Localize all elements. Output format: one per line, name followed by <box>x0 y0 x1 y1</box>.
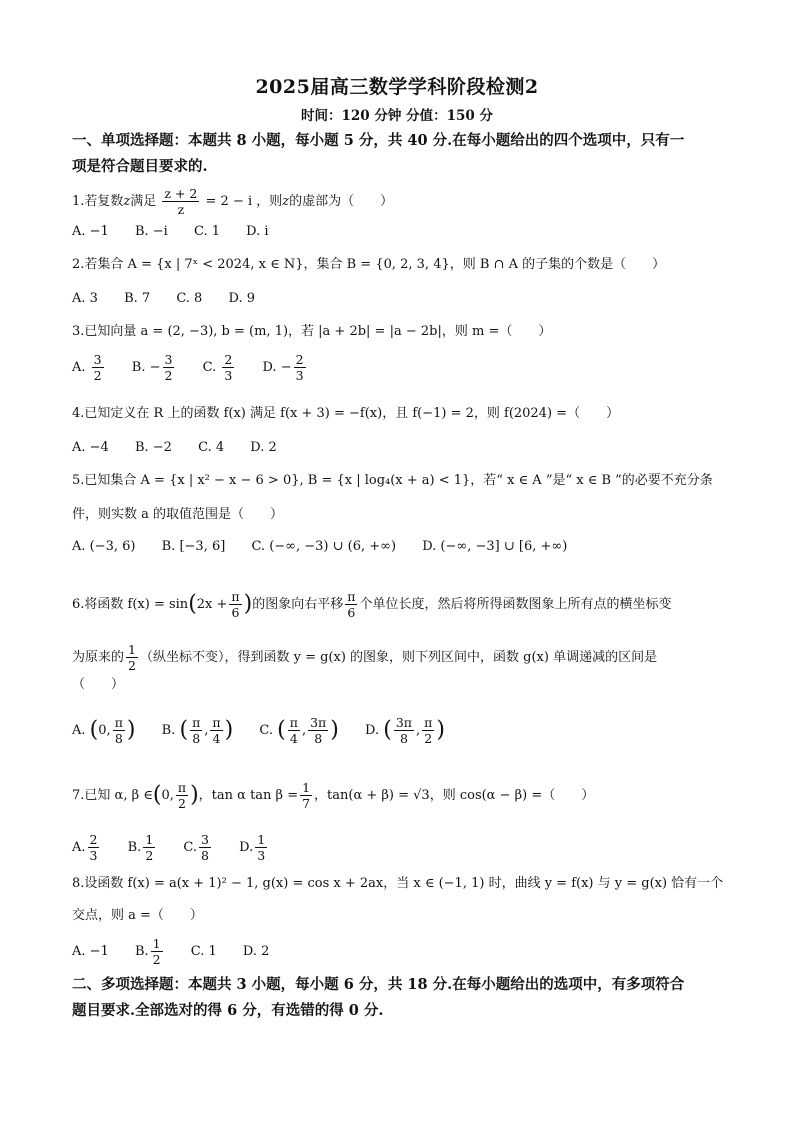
q7-c-num: 3 <box>201 832 209 847</box>
q6-b-left <box>190 715 202 746</box>
q3-d-label: D. <box>262 360 277 375</box>
q6-inner: 2x + <box>196 597 228 612</box>
q5-option-a[interactable]: A. (−3, 6) <box>72 539 136 554</box>
question-6-line-2 <box>72 642 732 673</box>
q6-option-d[interactable]: D. ( $\frac{3\pi}{8}$ , $\frac{\pi}{2}$ ) <box>365 715 445 746</box>
q6-a-right <box>113 715 125 746</box>
q6-c-bn: 3π <box>310 715 327 730</box>
q7-option-d[interactable] <box>239 832 269 863</box>
q6-option-b[interactable]: B. ( $\frac{\pi}{8}$ , $\frac{\pi}{4}$ ) <box>161 715 234 746</box>
q6-d-an: 3π <box>395 715 412 730</box>
q6-mid: 的图象向右平移 <box>252 597 344 612</box>
q2-option-c[interactable]: C. 8 <box>176 291 203 306</box>
q4-option-b[interactable]: B. −2 <box>134 440 172 455</box>
q7-open: ( <box>152 782 162 808</box>
q3-a-num: 3 <box>93 352 102 367</box>
q3-b-sign: − <box>149 360 161 375</box>
q7-d-den: 3 <box>257 848 266 863</box>
q7-frac-17 <box>300 780 312 811</box>
q3-d-num: 2 <box>295 352 304 367</box>
question-4-options <box>72 438 299 458</box>
question-6-options <box>72 715 467 746</box>
q6-a-close: ) <box>126 717 136 743</box>
question-8-options <box>72 936 291 967</box>
q7-b-frac <box>143 832 155 863</box>
question-4: 4.已知定义在 R 上的函数 f(x) 满足 f(x + 3) = −f(x)，且 f(−1) = 2，则 f(2024) =（ ） <box>72 406 620 421</box>
q6-shift-num: π <box>347 589 356 604</box>
q6-d-bd: 2 <box>424 731 433 746</box>
q7-a-frac <box>88 832 100 863</box>
q3-d-frac <box>294 352 306 383</box>
q7-pi2-den: 2 <box>177 796 186 811</box>
question-1-options <box>72 222 291 242</box>
q6-a-open: ( <box>89 717 99 743</box>
question-5-line-1: 5.已知集合 A = {x | x² − x − 6 > 0}, B = {x | log₄(x + a) < 1}，若“ x ∈ A ”是“ x ∈ B ”的必要不充分条 <box>72 473 713 488</box>
section-1-line-1: 一、单项选择题：本题共 8 小题，每小题 5 分，共 40 分.在每小题给出的四个选项中，只有一 <box>72 132 685 149</box>
question-7 <box>72 780 732 811</box>
question-8-line-1: 8.设函数 f(x) = a(x + 1)² − 1, g(x) = cos x + 2ax，当 x ∈ (−1, 1) 时，曲线 y = f(x) 与 y = g(x) 恰有一个 <box>72 876 724 891</box>
q1-option-c[interactable]: C. 1 <box>193 224 221 239</box>
question-8-line-2: 交点，则 a =（ ） <box>72 908 203 923</box>
q1-var: z <box>123 194 131 209</box>
q8-b-num: 1 <box>152 936 161 951</box>
q6-option-c[interactable]: C. ( $\frac{\pi}{4}$ , $\frac{3\pi}{8}$ ) <box>259 715 339 746</box>
q3-b-den: 2 <box>164 368 173 383</box>
q6-d-label: D. <box>365 723 380 738</box>
q3-c-num: 2 <box>224 352 233 367</box>
q6-a-label: A. <box>72 723 86 738</box>
q3-d-den: 3 <box>295 368 304 383</box>
q3-option-b[interactable] <box>131 352 177 383</box>
q3-c-den: 3 <box>224 368 233 383</box>
q6-pi6-den: 6 <box>231 605 240 620</box>
q4-option-a[interactable]: A. −4 <box>72 440 109 455</box>
q6-a-left: 0 <box>98 723 107 738</box>
q6-b-bn: π <box>212 715 221 730</box>
q7-a-num: 2 <box>89 832 98 847</box>
q7-c-label: C. <box>183 840 198 855</box>
q3-a-den: 2 <box>93 368 102 383</box>
exam-meta: 时间：120 分钟 分值：150 分 <box>301 108 493 124</box>
q6-paren-close: ) <box>243 591 253 617</box>
q1-fraction <box>162 186 199 217</box>
q6-c-an: π <box>289 715 298 730</box>
q7-pre: 7.已知 α, β ∈ <box>72 788 153 803</box>
q7-b-label: B. <box>127 840 142 855</box>
q6-b-right <box>210 715 222 746</box>
q7-close: ) <box>190 782 199 808</box>
q6-b-close: ) <box>224 717 234 743</box>
section-2-line-2: 题目要求.全部选对的得 6 分，有选错的得 0 分. <box>72 1002 384 1019</box>
q6-post: 个单位长度，然后将所得函数图象上所有点的横坐标变 <box>359 597 672 612</box>
q4-option-c[interactable]: C. 4 <box>198 440 225 455</box>
q6-d-bn: π <box>424 715 433 730</box>
question-5-line-2: 件，则实数 a 的取值范围是（ ） <box>72 507 284 522</box>
q3-a-label: A. <box>72 360 86 375</box>
q3-b-frac <box>163 352 175 383</box>
section-1-line-2: 项是符合题目要求的. <box>72 158 208 175</box>
q7-b-num: 1 <box>145 832 154 847</box>
q7-c-frac <box>199 832 211 863</box>
q6-b-ad: 8 <box>192 731 201 746</box>
q6-frac-half <box>126 642 138 673</box>
q7-option-c[interactable] <box>183 832 213 863</box>
q1-var-2: z <box>282 194 290 209</box>
q1-frac-den: z <box>177 202 185 217</box>
q3-option-c[interactable] <box>202 352 237 383</box>
q6-d-right <box>422 715 434 746</box>
q8-b-label: B. <box>134 944 149 959</box>
q7-a-label: A. <box>72 840 86 855</box>
q5-option-c[interactable]: C. (−∞, −3) ∪ (6, +∞) <box>251 539 397 554</box>
page-title: 2025届高三数学学科阶段检测2 <box>255 76 539 98</box>
q7-c-den: 8 <box>201 848 209 863</box>
q6-a-bn: π <box>114 715 123 730</box>
q6-c-open: ( <box>277 717 286 743</box>
q7-zero: 0, <box>161 788 174 803</box>
q6-pre: 6.将函数 f(x) = sin <box>72 597 189 612</box>
q7-b-den: 2 <box>145 848 154 863</box>
q5-option-d[interactable]: D. (−∞, −3] ∪ [6, +∞) <box>422 539 568 554</box>
q3-a-frac <box>92 352 104 383</box>
q6-a-bd: 8 <box>114 731 123 746</box>
q6-c-bd: 8 <box>314 731 323 746</box>
section-2-line-1: 二、多项选择题：本题共 3 小题，每小题 6 分，共 18 分.在每小题给出的选项中，有多项符合 <box>72 976 685 993</box>
section-1-heading <box>72 128 722 180</box>
q8-option-c[interactable]: C. 1 <box>190 944 217 959</box>
q7-d-num: 1 <box>257 832 266 847</box>
q6-half-num: 1 <box>128 642 136 657</box>
q5-option-b[interactable]: B. [−3, 6] <box>161 539 226 554</box>
q1-pre: 1.若复数 <box>72 194 124 209</box>
q7-pi2-num: π <box>177 780 187 795</box>
q6-b-label: B. <box>161 723 176 738</box>
q3-d-sign: − <box>280 360 292 375</box>
q6-pi6-num: π <box>231 589 240 604</box>
q1-option-a[interactable]: A. −1 <box>72 224 109 239</box>
q7-option-b[interactable] <box>127 832 158 863</box>
q6-c-label: C. <box>259 723 273 738</box>
q8-option-b[interactable] <box>134 936 165 967</box>
question-3-options <box>72 352 330 383</box>
question-1 <box>72 186 732 217</box>
q7-17-den: 7 <box>302 796 311 811</box>
question-3: 3.已知向量 a = (2, −3), b = (m, 1)，若 |a + 2b| = |a − 2b|，则 m =（ ） <box>72 324 552 339</box>
q1-post: 的虚部为（ ） <box>289 194 394 209</box>
question-6-line-1 <box>72 589 732 620</box>
q7-d-label: D. <box>239 840 254 855</box>
q3-b-label: B. <box>131 360 146 375</box>
section-2-heading <box>72 972 722 1024</box>
q7-a-den: 3 <box>89 848 98 863</box>
q6-c-ad: 4 <box>289 731 298 746</box>
q2-option-a[interactable]: A. 3 <box>72 291 98 306</box>
q6-option-a[interactable]: A. (0, $\frac{\pi}{8}$ ) <box>72 715 136 746</box>
q7-frac-pi2 <box>176 780 188 811</box>
q6-frac-pi6 <box>229 589 241 620</box>
q2-option-b[interactable]: B. 7 <box>124 291 151 306</box>
q6-shift-den: 6 <box>347 605 356 620</box>
q6-d-close: ) <box>436 717 445 743</box>
q7-post: ，tan(α + β) = √3，则 cos(α − β) =（ ） <box>314 788 595 803</box>
q1-frac-num: z + 2 <box>164 186 198 201</box>
q3-c-label: C. <box>202 360 217 375</box>
q6-paren-open: ( <box>188 591 197 617</box>
q7-option-a[interactable] <box>72 832 101 863</box>
q8-b-frac <box>151 936 163 967</box>
q4-option-d[interactable]: D. 2 <box>250 440 277 455</box>
question-6-line-3: （ ） <box>72 677 125 692</box>
q2-option-d[interactable]: D. 9 <box>228 291 255 306</box>
q6-c-right <box>308 715 328 746</box>
q1-option-d[interactable]: D. i <box>246 224 269 239</box>
q8-option-d[interactable]: D. 2 <box>242 944 270 959</box>
q6-c-close: ) <box>330 717 339 743</box>
question-5-options <box>72 537 589 557</box>
q6-b-open: ( <box>179 717 189 743</box>
q6-d-ad: 8 <box>399 731 408 746</box>
q6-d-left <box>394 715 414 746</box>
question-2-options <box>72 289 277 309</box>
q1-mid: 满足 <box>130 194 157 209</box>
q3-b-num: 3 <box>164 352 173 367</box>
q8-option-a[interactable]: A. −1 <box>72 944 109 959</box>
q7-mid: ，tan α tan β = <box>198 788 299 803</box>
question-2: 2.若集合 A = {x | 7ˣ < 2024, x ∈ N}，集合 B = {0, 2, 3, 4}，则 B ∩ A 的子集的个数是（ ） <box>72 257 666 272</box>
q7-d-frac <box>255 832 267 863</box>
q8-b-den: 2 <box>152 952 161 967</box>
q6-c-left <box>288 715 300 746</box>
q1-rhs: = 2 − i ，则 <box>205 194 283 209</box>
q6-l2-post: （纵坐标不变），得到函数 y = g(x) 的图象，则下列区间中，函数 g(x) 单调递减的区间是 <box>139 650 658 665</box>
q1-option-b[interactable]: B. −i <box>134 224 168 239</box>
q6-b-an: π <box>192 715 201 730</box>
question-7-options <box>72 832 291 863</box>
q3-option-a[interactable] <box>72 352 106 383</box>
q3-c-frac <box>222 352 234 383</box>
q6-d-open: ( <box>383 717 392 743</box>
q6-b-bd: 4 <box>212 731 221 746</box>
q6-half-den: 2 <box>128 658 136 673</box>
q6-l2-pre: 为原来的 <box>72 650 125 665</box>
q6-frac-shift <box>345 589 357 620</box>
q3-option-d[interactable] <box>262 352 307 383</box>
q7-17-num: 1 <box>302 780 311 795</box>
